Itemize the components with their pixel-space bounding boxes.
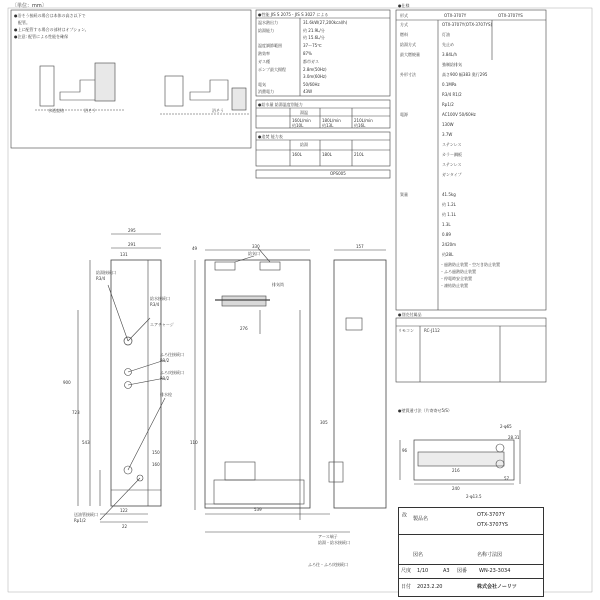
perf-r3-c1: 37〜75℃ bbox=[303, 43, 322, 48]
perf-r3-c0: 温度調節範囲 bbox=[258, 43, 282, 48]
spec-cell: 2420m bbox=[442, 242, 457, 247]
front-label-8: R1/2 bbox=[160, 376, 170, 381]
spec-cell: AC100V 50/60Hz bbox=[442, 112, 476, 117]
spec-cell: R3/4 R1/2 bbox=[442, 92, 462, 97]
front-label-11: Rp1/2 bbox=[74, 518, 86, 523]
perf-r0-c1: 31.6kW(27,200kcal/h) bbox=[303, 20, 348, 25]
spec-cell: 給湯方式 bbox=[400, 42, 416, 47]
perf-r1-c1: 約 21.9L/分 bbox=[303, 28, 325, 33]
spec-cell: 質量 bbox=[400, 192, 408, 197]
date-label: 日付 bbox=[401, 584, 412, 590]
perf-r2-c1: 約 15.6L/分 bbox=[303, 35, 325, 40]
spec-cell: ステンレス bbox=[442, 142, 462, 147]
drawing-name: 名称寸法図 bbox=[477, 552, 503, 558]
front-label-3: R3/4 bbox=[150, 302, 160, 307]
side-label-1: 排気筒 bbox=[272, 282, 284, 287]
wall-dim-1: 28.31 bbox=[508, 435, 520, 440]
side-char-0: 改 bbox=[401, 512, 407, 517]
perf-r6-c0: ポンプ最大揚程 bbox=[258, 67, 286, 72]
note-line-4: ●注意: 配管による性能を確保 bbox=[14, 34, 69, 39]
perf-r4-c0: 熱効率 bbox=[258, 51, 270, 56]
rear-unit bbox=[334, 260, 386, 508]
spec-cell: 約 1.2L bbox=[442, 202, 456, 207]
perf-r9-c1: 43W bbox=[303, 89, 313, 94]
spec-head-0: 形式 bbox=[400, 13, 408, 18]
perf-r6-c1: 2.8m(50Hz) bbox=[303, 67, 327, 72]
wall-dim-6: 96 bbox=[402, 448, 408, 453]
table2-r0-c2: 180L/min bbox=[322, 118, 341, 123]
options-title: ●別売付属品 bbox=[398, 312, 422, 317]
spec-cell: 3.7W bbox=[442, 132, 453, 137]
side-label-3: 給湯・給水接続口 bbox=[318, 540, 350, 545]
front-label-2: 給水接続口 bbox=[150, 296, 170, 301]
front-dim-723: 723 bbox=[72, 410, 80, 415]
side-dim-330: 330 bbox=[252, 244, 260, 249]
table2-r1-c2: 約13L bbox=[322, 123, 334, 128]
spec-title: ●仕様 bbox=[398, 3, 410, 8]
table3-r0-c3: 210L bbox=[354, 152, 364, 157]
spec-cell: 燃料 bbox=[400, 32, 408, 37]
spec-cell: 高さ900 幅383 奥行295 bbox=[442, 72, 488, 77]
front-label-7: ふろ戻接続口 bbox=[160, 370, 184, 375]
table2-r1-c3: 約16L bbox=[354, 123, 366, 128]
scale-label: 尺度 bbox=[401, 568, 412, 574]
spec-head-1: OTX-3707Y bbox=[444, 13, 467, 18]
side-dim-49: 49 bbox=[192, 246, 198, 251]
spec-cell: 約28L bbox=[442, 252, 454, 257]
spec-cell: ガンタイプ bbox=[442, 172, 462, 177]
perf-r8-c0: 電気 bbox=[258, 82, 266, 87]
perf-r7-c1: 3.0m(60Hz) bbox=[303, 74, 327, 79]
side-label-0: 給気口 bbox=[248, 251, 260, 256]
drawing-no-label: 図番 bbox=[457, 568, 468, 574]
front-dim-131: 131 bbox=[120, 252, 128, 257]
side-label-4: ふろ往・ふろ戻接続口 bbox=[308, 562, 348, 567]
spec-cell: 外形寸法 bbox=[400, 72, 416, 77]
perf-r5-c0: ガス種 bbox=[258, 59, 270, 64]
spec-cell: 最大燃焼量 bbox=[400, 52, 420, 57]
spec-cell: 灯油 bbox=[442, 32, 450, 37]
spec-cell: 約 1.1L bbox=[442, 212, 456, 217]
side-dim-305: 305 bbox=[320, 420, 328, 425]
front-label-9: 排水栓 bbox=[160, 392, 172, 397]
table2-title: ●給水量 給湯温度別能力 bbox=[258, 102, 303, 107]
wall-dim-2: 216 bbox=[452, 468, 460, 473]
date-value: 2023.2.20 bbox=[417, 584, 443, 590]
spec-cell: 0.89 bbox=[442, 232, 451, 237]
model-2: OTX-3707YS bbox=[477, 522, 508, 528]
side-label-2: アース端子 bbox=[318, 534, 338, 539]
wall-dim-4: 57 bbox=[504, 476, 510, 481]
front-vert-150: 150 bbox=[152, 450, 160, 455]
spec-head-2: OTX-3707YS bbox=[498, 13, 523, 18]
perf-r5-c1: 都市ガス bbox=[303, 59, 319, 64]
perf-r9-c0: 消費電力 bbox=[258, 89, 274, 94]
front-dim-295: 295 bbox=[128, 228, 136, 233]
front-dim-900: 900 bbox=[63, 380, 71, 385]
spec-cell: Rp1/2 bbox=[442, 102, 454, 107]
front-label-6: R1/2 bbox=[160, 358, 170, 363]
opening-title: ●壁貫通寸法（片寄寄せ5/S） bbox=[398, 408, 452, 413]
spec-cell: ステンレス bbox=[442, 162, 462, 167]
name-label: 図名 bbox=[413, 552, 424, 558]
spec-cell: 強制給排気 bbox=[442, 62, 462, 67]
scale-value: 1/10 bbox=[417, 568, 429, 574]
option-r0-c1: RC-J112 bbox=[424, 328, 440, 333]
table3-r0-c1: 160L bbox=[292, 152, 302, 157]
unit-label: 〔単位：mm〕 bbox=[12, 3, 47, 9]
perf-r8-c1: 50/60Hz bbox=[303, 82, 320, 87]
model-label: 製品名 bbox=[413, 516, 429, 522]
spec-cell: 41.5kg bbox=[442, 192, 456, 197]
table2-r0-c1: 160L/min bbox=[292, 118, 311, 123]
spec-cell: 方式 bbox=[400, 22, 408, 27]
table3-head: 給湯 bbox=[300, 142, 308, 147]
spec-cell: 電源 bbox=[400, 112, 408, 117]
table3-title: ●追焚 能力表 bbox=[258, 134, 283, 139]
safety-1: ・過熱防止装置・空だき防止装置 bbox=[440, 262, 500, 267]
option-r0-c0: リモコン bbox=[398, 328, 414, 333]
spec-cell: 0.1MPa bbox=[442, 82, 457, 87]
note-line-2: 配管。 bbox=[14, 20, 30, 25]
front-dim-122: 122 bbox=[120, 508, 128, 513]
install-label-1: 水道直結 bbox=[48, 108, 64, 113]
front-label-10: 送油管接続口 bbox=[74, 512, 98, 517]
perf-r4-c1: 87% bbox=[303, 51, 312, 56]
perf-r0-c0: 温水熱出力 bbox=[258, 20, 278, 25]
title-block bbox=[398, 507, 544, 597]
front-dim-291: 291 bbox=[128, 242, 136, 247]
safety-4: ・凍結防止装置 bbox=[440, 283, 468, 288]
table2-head: 湯温 bbox=[300, 110, 308, 115]
table3-r0-c2: 180L bbox=[322, 152, 332, 157]
company-name: 株式会社ノーリツ bbox=[477, 584, 517, 590]
front-label-4: エアチャージ bbox=[150, 322, 174, 327]
spec-cell: 先止め bbox=[442, 42, 454, 47]
performance-title: ●性能 JIS S 2075・JIS S 3027 による bbox=[258, 12, 329, 17]
drawing-no: WN-23-3034 bbox=[479, 568, 511, 574]
table2-r1-c1: 約10L bbox=[292, 123, 304, 128]
install-label-3: 浴そう bbox=[212, 108, 224, 113]
note-line-1: ●浴そう接続の場合は本体の高さ以下で bbox=[14, 13, 86, 18]
paper-size: A3 bbox=[443, 568, 450, 574]
perf-r1-c0: 給湯能力 bbox=[258, 28, 274, 33]
spec-cell: カラー鋼板 bbox=[442, 152, 462, 157]
rear-dim-157: 157 bbox=[356, 244, 364, 249]
safety-2: ・ふろ過熱防止装置 bbox=[440, 269, 476, 274]
wall-dim-0: 2-φ65 bbox=[500, 424, 512, 429]
spec-cell: 3.84L/h bbox=[442, 52, 458, 57]
front-label-1: R3/4 bbox=[96, 276, 106, 281]
model-1: OTX-3707Y bbox=[477, 512, 505, 518]
footnote: OPS005 bbox=[330, 171, 346, 176]
spec-cell: 130W bbox=[442, 122, 454, 127]
spec-cell: 1.3L bbox=[442, 222, 451, 227]
safety-3: ・停電時安全装置 bbox=[440, 276, 472, 281]
wall-dim-3: 240 bbox=[452, 486, 460, 491]
front-vert-160: 160 bbox=[152, 462, 160, 467]
side-dim-276: 276 bbox=[240, 326, 248, 331]
table2-r0-c3: 210L/min bbox=[354, 118, 373, 123]
note-line-3: ●上に配管する場合の部材はオプション。 bbox=[14, 27, 89, 32]
wall-dim-5: 2-φ13.5 bbox=[466, 494, 482, 499]
side-dim-539: 539 bbox=[254, 507, 262, 512]
install-label-2: 浴そう bbox=[84, 108, 96, 113]
front-dim-22: 22 bbox=[122, 524, 128, 529]
front-label-0: 給湯接続口 bbox=[96, 270, 116, 275]
spec-cell: OTX-3707Y(OTX-3707YS) bbox=[442, 22, 493, 27]
front-label-5: ふろ往接続口 bbox=[160, 352, 184, 357]
side-dim-110: 110 bbox=[190, 440, 198, 445]
front-dim-543: 543 bbox=[82, 440, 90, 445]
